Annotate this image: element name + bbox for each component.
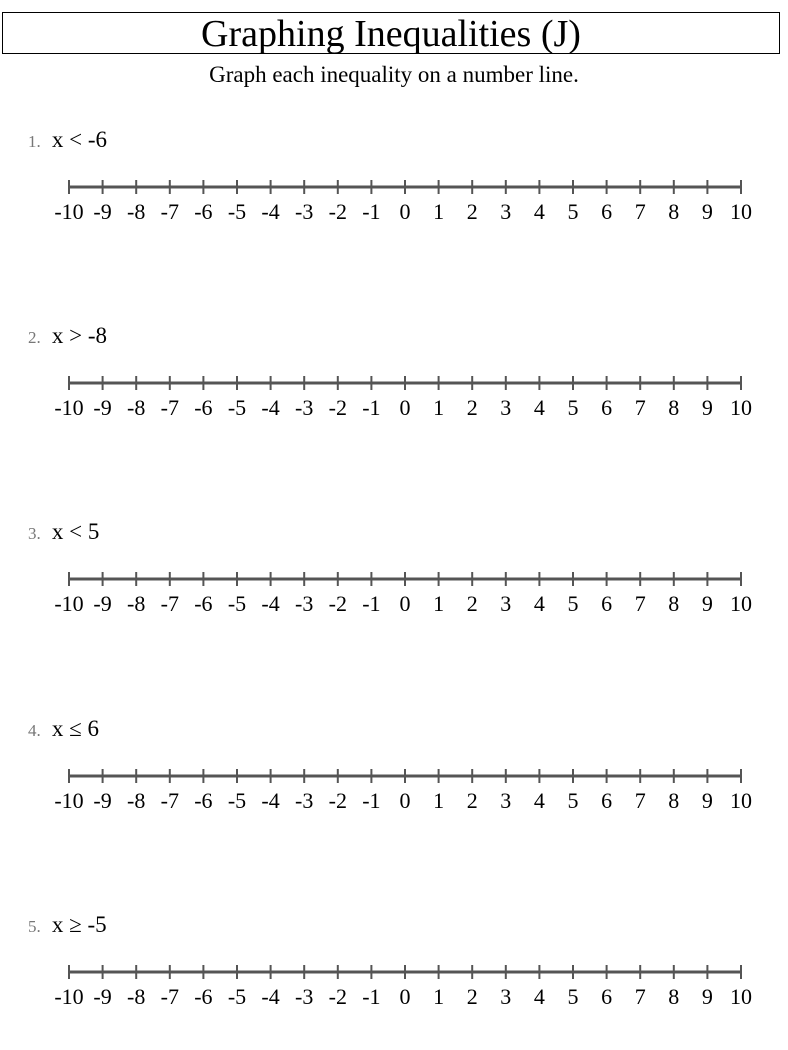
tick-label: 9 (701, 395, 713, 420)
tick-label: -3 (295, 199, 314, 224)
tick-label: 5 (567, 788, 579, 813)
tick-label: -5 (227, 788, 247, 813)
tick-label: -1 (362, 395, 381, 420)
tick-label: -7 (160, 395, 179, 420)
tick-label: -2 (328, 788, 347, 813)
tick-label: -7 (160, 199, 179, 224)
tick-label: -1 (362, 788, 381, 813)
tick-label: -5 (227, 984, 247, 1009)
tick-label: 3 (500, 199, 512, 224)
tick-label: 9 (701, 788, 713, 813)
tick-label: -10 (54, 395, 84, 420)
tick-label: 3 (500, 984, 512, 1009)
problem-label (28, 714, 99, 744)
problem-number: 2. (28, 328, 41, 347)
problem-inequality: x > -8 (51, 323, 107, 348)
tick-label: 10 (730, 591, 752, 616)
tick-label: -9 (93, 591, 112, 616)
tick-label: -4 (261, 591, 280, 616)
tick-label: -7 (160, 591, 179, 616)
number-line[interactable] (0, 361, 788, 421)
tick-label: -9 (93, 788, 112, 813)
tick-label: 5 (567, 984, 579, 1009)
tick-label: -2 (328, 984, 347, 1009)
tick-label: 10 (730, 984, 752, 1009)
page-title: Graphing Inequalities (J) (201, 13, 581, 55)
tick-label: 7 (634, 199, 646, 224)
tick-label: -4 (261, 395, 280, 420)
problem-inequality: x ≥ -5 (51, 912, 107, 937)
problem-label (28, 321, 107, 351)
problem-label (28, 910, 107, 940)
tick-label: -1 (362, 199, 381, 224)
tick-label: -4 (261, 199, 280, 224)
tick-label: 10 (730, 199, 752, 224)
number-line[interactable] (0, 950, 788, 1010)
tick-label: 10 (730, 788, 752, 813)
tick-label: -4 (261, 788, 280, 813)
problem-number: 1. (28, 132, 41, 151)
tick-label: -9 (93, 199, 112, 224)
tick-label: 4 (533, 984, 545, 1009)
tick-label: 8 (668, 199, 680, 224)
problem-inequality: x ≤ 6 (51, 716, 99, 741)
tick-label: 1 (433, 984, 445, 1009)
tick-label: 0 (399, 199, 411, 224)
tick-label: 4 (533, 199, 545, 224)
problem-number: 3. (28, 524, 41, 543)
tick-label: 9 (701, 984, 713, 1009)
tick-label: 6 (601, 591, 613, 616)
tick-label: -3 (295, 788, 314, 813)
tick-label: -8 (127, 395, 146, 420)
tick-label: 8 (668, 395, 680, 420)
tick-label: 4 (533, 395, 545, 420)
tick-label: -9 (93, 395, 112, 420)
tick-label: -7 (160, 788, 179, 813)
tick-label: -5 (227, 591, 247, 616)
tick-label: 0 (399, 788, 411, 813)
problem-5 (0, 910, 788, 1030)
tick-label: 2 (466, 591, 478, 616)
title-box (2, 12, 780, 54)
tick-label: -10 (54, 199, 84, 224)
problem-2 (0, 321, 788, 441)
tick-label: 2 (466, 199, 478, 224)
tick-label: 8 (668, 591, 680, 616)
tick-label: 4 (533, 788, 545, 813)
tick-label: -8 (127, 788, 146, 813)
problem-inequality: x < 5 (51, 519, 100, 544)
tick-label: 3 (500, 788, 512, 813)
tick-label: -1 (362, 591, 381, 616)
tick-label: 9 (701, 199, 713, 224)
tick-label: -6 (194, 395, 213, 420)
tick-label: -2 (328, 199, 347, 224)
tick-label: -7 (160, 984, 179, 1009)
tick-label: -2 (328, 395, 347, 420)
problem-1 (0, 125, 788, 245)
tick-label: -9 (93, 984, 112, 1009)
page-subtitle: Graph each inequality on a number line. (209, 62, 579, 87)
tick-label: 0 (399, 395, 411, 420)
tick-label: -8 (127, 984, 146, 1009)
tick-label: -6 (194, 591, 213, 616)
tick-label: -10 (54, 788, 84, 813)
tick-label: -8 (127, 199, 146, 224)
tick-label: -1 (362, 984, 381, 1009)
tick-label: 6 (601, 199, 613, 224)
tick-label: -3 (295, 395, 314, 420)
tick-label: 2 (466, 788, 478, 813)
tick-label: -8 (127, 591, 146, 616)
tick-label: 0 (399, 984, 411, 1009)
tick-label: 6 (601, 395, 613, 420)
tick-label: 6 (601, 788, 613, 813)
tick-label: -6 (194, 788, 213, 813)
tick-label: 7 (634, 591, 646, 616)
tick-label: -6 (194, 984, 213, 1009)
number-line[interactable] (0, 754, 788, 814)
problem-inequality: x < -6 (51, 127, 107, 152)
tick-label: 6 (601, 984, 613, 1009)
tick-label: 7 (634, 984, 646, 1009)
tick-label: 2 (466, 984, 478, 1009)
problem-4 (0, 714, 788, 834)
tick-label: -3 (295, 984, 314, 1009)
tick-label: 5 (567, 199, 579, 224)
tick-label: -2 (328, 591, 347, 616)
problem-number: 5. (28, 917, 41, 936)
tick-label: -5 (227, 395, 247, 420)
tick-label: -10 (54, 591, 84, 616)
problem-number: 4. (28, 721, 41, 740)
tick-label: 0 (399, 591, 411, 616)
problem-3 (0, 517, 788, 637)
tick-label: -10 (54, 984, 84, 1009)
tick-label: 5 (567, 591, 579, 616)
tick-label: 3 (500, 591, 512, 616)
tick-label: -3 (295, 591, 314, 616)
tick-label: 8 (668, 788, 680, 813)
tick-label: -6 (194, 199, 213, 224)
tick-label: 10 (730, 395, 752, 420)
tick-label: 1 (433, 199, 445, 224)
tick-label: 9 (701, 591, 713, 616)
tick-label: 3 (500, 395, 512, 420)
tick-label: 1 (433, 591, 445, 616)
tick-label: 7 (634, 788, 646, 813)
tick-label: 2 (466, 395, 478, 420)
number-line[interactable] (0, 557, 788, 617)
tick-label: 8 (668, 984, 680, 1009)
tick-label: -4 (261, 984, 280, 1009)
tick-label: 1 (433, 395, 445, 420)
tick-label: 5 (567, 395, 579, 420)
tick-label: -5 (227, 199, 247, 224)
problem-label (28, 517, 99, 547)
number-line[interactable] (0, 165, 788, 225)
problem-label (28, 125, 107, 155)
tick-label: 4 (533, 591, 545, 616)
tick-label: 1 (433, 788, 445, 813)
tick-label: 7 (634, 395, 646, 420)
